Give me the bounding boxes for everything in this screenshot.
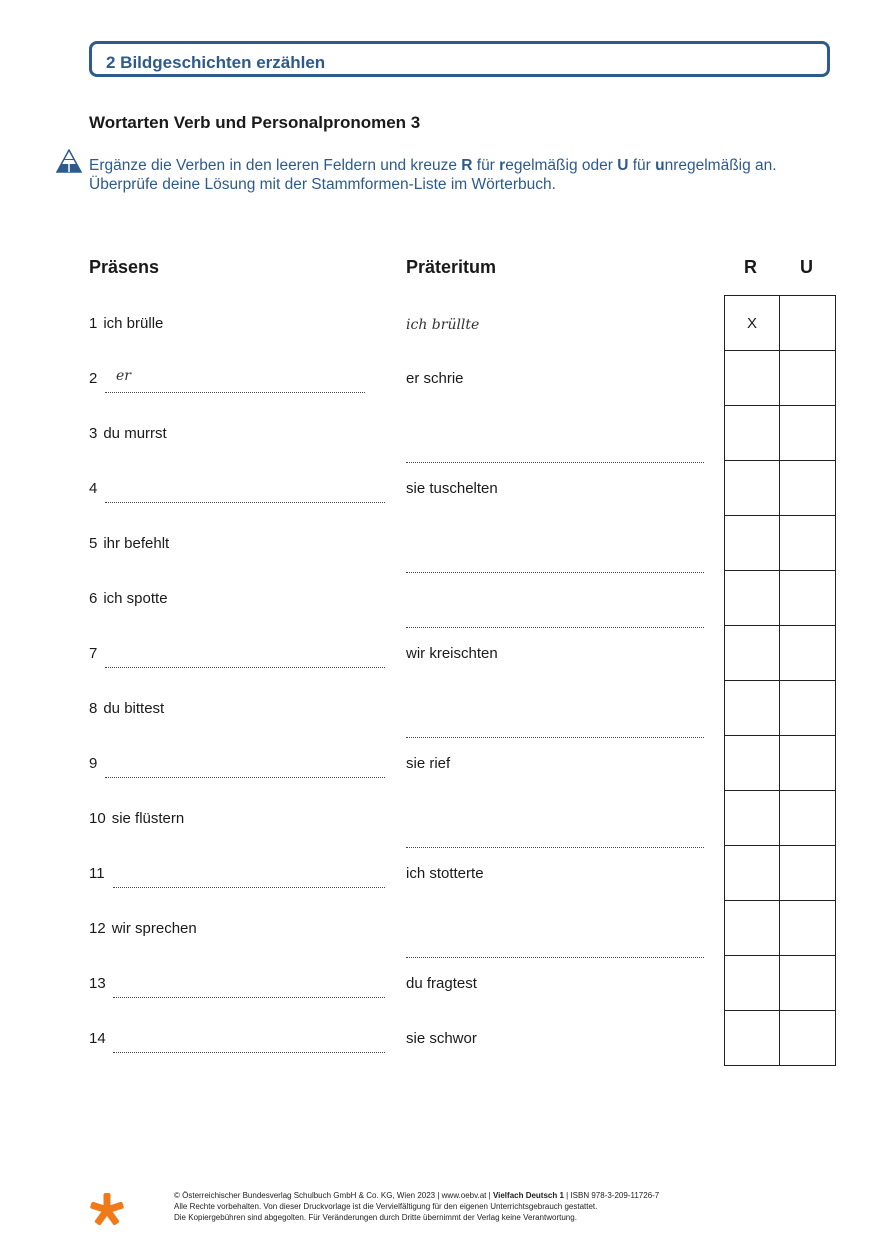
- praeteritum-text-9: sie rief: [406, 755, 451, 772]
- checkbox-u-2[interactable]: [780, 351, 836, 406]
- checkbox-r-14[interactable]: [725, 1011, 780, 1066]
- difficulty-pyramid-icon: [56, 149, 82, 173]
- checkbox-r-2[interactable]: [725, 351, 780, 406]
- checkbox-u-14[interactable]: [780, 1011, 836, 1066]
- praesens-text: ich brülle: [103, 315, 164, 332]
- checkbox-r-9[interactable]: [725, 736, 780, 791]
- grid-row-13: [725, 956, 836, 1011]
- praeteritum-input-10[interactable]: [406, 847, 704, 848]
- praeteritum-input-3[interactable]: [406, 462, 704, 463]
- praesens-cell-3: [89, 425, 167, 442]
- praeteritum-text-11: ich stotterte: [406, 865, 484, 882]
- row-number: 5: [89, 535, 98, 552]
- grid-row-14: [725, 1011, 836, 1066]
- praesens-text: ich spotte: [103, 590, 168, 607]
- instruction-text-e: nregelmäßig an.: [664, 157, 777, 174]
- row-number-2: 2: [89, 370, 98, 387]
- checkbox-r-4[interactable]: [725, 461, 780, 516]
- checkbox-u-7[interactable]: [780, 626, 836, 681]
- footer-line-1: [174, 1190, 659, 1201]
- checkbox-u-11[interactable]: [780, 846, 836, 901]
- checkbox-r-3[interactable]: [725, 406, 780, 461]
- column-header-r: R: [744, 257, 757, 277]
- praesens-input-13[interactable]: [113, 997, 385, 998]
- instruction-text-b: für: [472, 157, 500, 174]
- handwritten-praesens-2: er: [116, 368, 131, 384]
- row-number: 8: [89, 700, 98, 717]
- praeteritum-text-7: wir kreischten: [406, 645, 498, 662]
- row-number-14: 14: [89, 1030, 106, 1047]
- row-number-4: 4: [89, 480, 98, 497]
- grid-row-10: [725, 791, 836, 846]
- praesens-input-4[interactable]: [105, 502, 385, 503]
- praesens-text: du bittest: [103, 700, 165, 717]
- grid-row-4: [725, 461, 836, 516]
- row-number-13: 13: [89, 975, 106, 992]
- checkbox-u-5[interactable]: [780, 516, 836, 571]
- grid-row-2: [725, 351, 836, 406]
- oebv-logo-icon: [88, 1190, 126, 1228]
- section-title: Wortarten Verb und Personalpronomen 3: [89, 113, 421, 132]
- row-number-11: 11: [89, 865, 105, 882]
- footer-line-3: Die Kopiergebühren sind abgegolten. Für Veränderungen durch Dritte übernimmt der Verlag keine Verantwortung.: [174, 1213, 577, 1222]
- checkbox-r-7[interactable]: [725, 626, 780, 681]
- grid-row-3: [725, 406, 836, 461]
- praesens-text: wir sprechen: [111, 920, 197, 937]
- praesens-input-14[interactable]: [113, 1052, 385, 1053]
- praeteritum-input-8[interactable]: [406, 737, 704, 738]
- instruction-letter-U: U: [617, 157, 629, 174]
- grid-row-8: [725, 681, 836, 736]
- praesens-text: sie flüstern: [111, 810, 185, 827]
- row-number: 1: [89, 315, 98, 332]
- ru-checkbox-grid: [724, 295, 836, 1066]
- footer-copyright: © Österreichischer Bundesverlag Schulbuch GmbH & Co. KG, Wien 2023 | www.oebv.at |: [174, 1191, 493, 1200]
- praesens-cell-6: [89, 590, 168, 607]
- praeteritum-text-4: sie tuschelten: [406, 480, 498, 497]
- row-number-7: 7: [89, 645, 98, 662]
- checkbox-r-6[interactable]: [725, 571, 780, 626]
- praesens-cell-1: [89, 315, 163, 332]
- instruction-text-d: für: [628, 157, 656, 174]
- checkbox-r-8[interactable]: [725, 681, 780, 736]
- checkbox-u-1[interactable]: [780, 296, 836, 351]
- checkbox-u-13[interactable]: [780, 956, 836, 1011]
- grid-row-7: [725, 626, 836, 681]
- praesens-cell-12: [89, 920, 197, 937]
- task-instruction: [89, 156, 777, 194]
- praeteritum-text-14: sie schwor: [406, 1030, 477, 1047]
- chapter-title: 2 Bildgeschichten erzählen: [106, 53, 326, 72]
- praeteritum-input-12[interactable]: [406, 957, 704, 958]
- instruction-text-a: Ergänze die Verben in den leeren Feldern und kreuze: [89, 157, 462, 174]
- checkbox-u-9[interactable]: [780, 736, 836, 791]
- footer-isbn: | ISBN 978-3-209-11726-7: [563, 1191, 660, 1200]
- praesens-cell-10: [89, 810, 184, 827]
- handwritten-praeteritum-1: ich brüllte: [406, 317, 480, 333]
- instruction-line-2: Überprüfe deine Lösung mit der Stammformen-Liste im Wörterbuch.: [89, 176, 556, 193]
- checkbox-r-1[interactable]: X: [725, 296, 780, 351]
- praeteritum-text-13: du fragtest: [406, 975, 477, 992]
- row-number: 12: [89, 920, 106, 937]
- instruction-line-1: [89, 156, 777, 175]
- grid-row-9: [725, 736, 836, 791]
- checkbox-u-10[interactable]: [780, 791, 836, 846]
- praesens-cell-5: [89, 535, 169, 552]
- footer-line-2: Alle Rechte vorbehalten. Von dieser Druckvorlage ist die Vervielfältigung für den eigenen Unterrichtsgebrauch gestattet.: [174, 1202, 598, 1211]
- instruction-letter-u: u: [655, 157, 665, 174]
- row-number: 6: [89, 590, 98, 607]
- grid-row-6: [725, 571, 836, 626]
- praeteritum-input-5[interactable]: [406, 572, 704, 573]
- column-header-u: U: [800, 257, 813, 277]
- praesens-text: ihr befehlt: [103, 535, 170, 552]
- row-number-9: 9: [89, 755, 98, 772]
- checkbox-u-4[interactable]: [780, 461, 836, 516]
- row-number: 10: [89, 810, 106, 827]
- checkbox-r-10[interactable]: [725, 791, 780, 846]
- praesens-cell-8: [89, 700, 164, 717]
- column-header-praesens: Präsens: [89, 257, 160, 277]
- checkbox-u-6[interactable]: [780, 571, 836, 626]
- checkbox-r-13[interactable]: [725, 956, 780, 1011]
- row-number: 3: [89, 425, 98, 442]
- checkbox-u-8[interactable]: [780, 681, 836, 736]
- grid-row-5: [725, 516, 836, 571]
- checkbox-u-12[interactable]: [780, 901, 836, 956]
- instruction-letter-r: r: [499, 157, 506, 174]
- grid-row-12: [725, 901, 836, 956]
- praesens-input-11[interactable]: [113, 887, 385, 888]
- instruction-letter-R: R: [461, 157, 473, 174]
- checkbox-r-5[interactable]: [725, 516, 780, 571]
- chapter-header: [89, 41, 830, 77]
- instruction-text-c: egelmäßig oder: [505, 157, 618, 174]
- praeteritum-text-2: er schrie: [406, 370, 464, 387]
- column-header-praeteritum: Präteritum: [406, 257, 497, 277]
- praesens-text: du murrst: [103, 425, 167, 442]
- grid-row-1: [725, 296, 836, 351]
- copyright-footer: [174, 1190, 659, 1223]
- footer-book-title: Vielfach Deutsch 1: [492, 1191, 564, 1200]
- praeteritum-input-6[interactable]: [406, 627, 704, 628]
- praesens-input-9[interactable]: [105, 777, 385, 778]
- checkbox-r-11[interactable]: [725, 846, 780, 901]
- checkbox-u-3[interactable]: [780, 406, 836, 461]
- praesens-input-7[interactable]: [105, 667, 385, 668]
- praesens-input-2[interactable]: [105, 392, 365, 393]
- grid-row-11: [725, 846, 836, 901]
- checkbox-r-12[interactable]: [725, 901, 780, 956]
